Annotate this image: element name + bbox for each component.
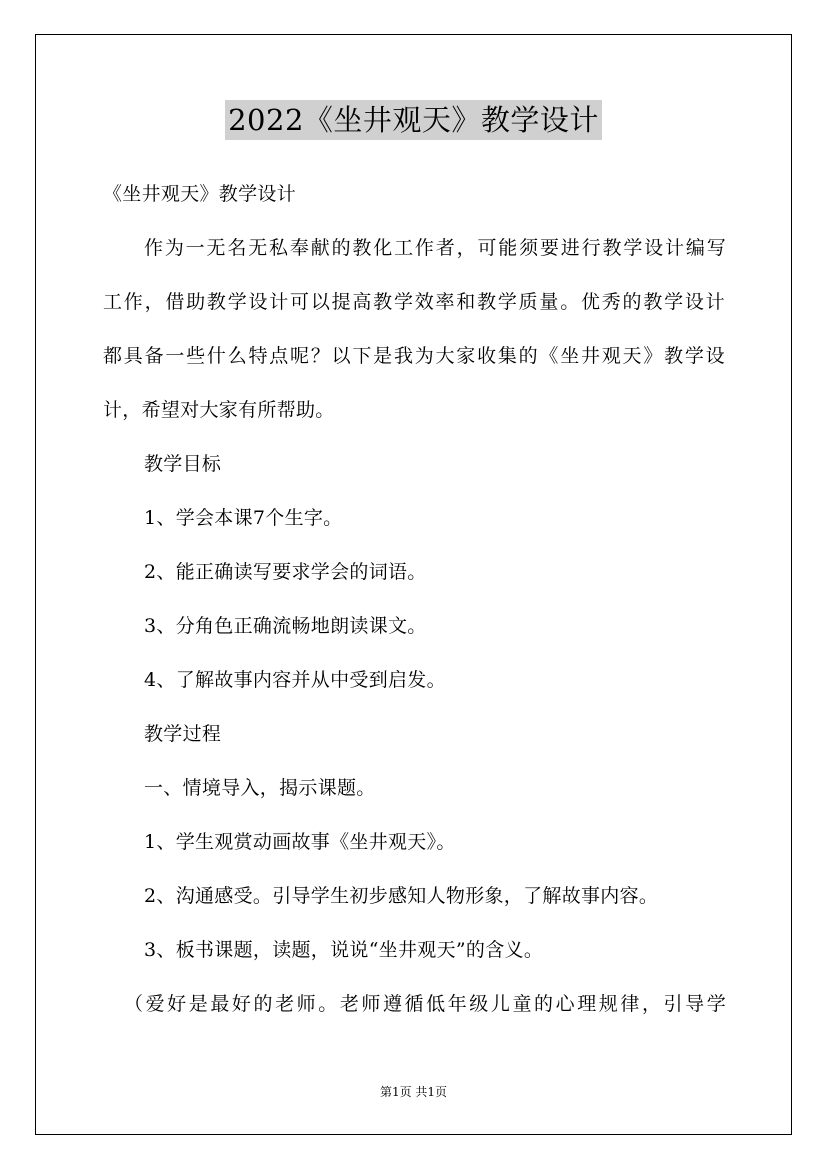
section-heading: 教学目标 xyxy=(144,453,222,475)
paragraph-line: 工作，借助教学设计可以提高教学效率和教学质量。优秀的教学设计 xyxy=(103,291,725,313)
paragraph-line: 都具备一些什么特点呢？以下是我为大家收集的《坐井观天》教学设 xyxy=(103,345,725,367)
list-item: 3、分角色正确流畅地朗读课文。 xyxy=(144,615,427,637)
subtitle-line: 《坐井观天》教学设计 xyxy=(103,183,297,205)
list-item: 1、学会本课7个生字。 xyxy=(144,507,343,529)
section-heading: 教学过程 xyxy=(144,723,222,745)
list-item: 2、能正确读写要求学会的词语。 xyxy=(144,561,427,583)
list-item: 1、学生观赏动画故事《坐井观天》。 xyxy=(144,831,456,853)
paragraph-line: 作为一无名无私奉献的教化工作者，可能须要进行教学设计编写 xyxy=(144,237,726,259)
list-item: 4、了解故事内容并从中受到启发。 xyxy=(144,669,446,691)
list-item: 3、板书课题，读题，说说“坐井观天”的含义。 xyxy=(144,939,544,961)
page-footer: 第1页 共1页 xyxy=(379,1085,448,1099)
list-item: 2、沟通感受。引导学生初步感知人物形象，了解故事内容。 xyxy=(144,885,659,907)
paragraph-line: （爱好是最好的老师。老师遵循低年级儿童的心理规律，引导学 xyxy=(124,993,726,1015)
document-title: 2022《坐井观天》教学设计 xyxy=(225,100,602,140)
title-container xyxy=(0,100,827,140)
list-item: 一、情境导入，揭示课题。 xyxy=(144,777,376,799)
paragraph-line: 计，希望对大家有所帮助。 xyxy=(103,399,335,421)
